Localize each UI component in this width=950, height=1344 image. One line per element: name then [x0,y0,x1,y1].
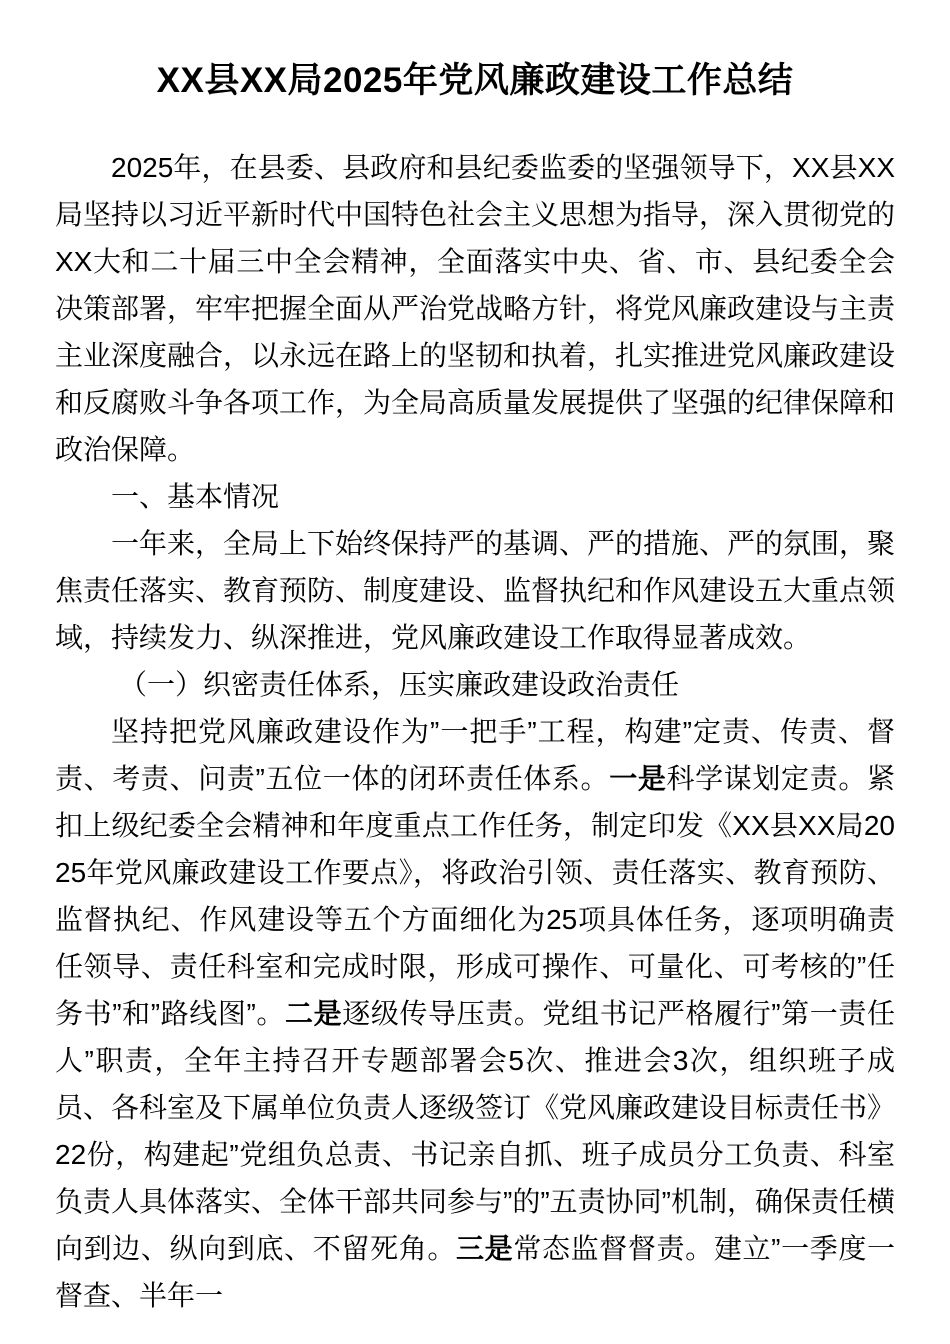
page-title: XX县XX局2025年党风廉政建设工作总结 [156,61,794,100]
emphasis-run: 一是 [609,762,667,794]
text-run: 坚持把党风廉政建设作为”一把手”工程，构建”定责、传责、督责、考责、问责”五位一体的闭环责任体系。 [55,715,895,794]
text-run: 常态监督督责。建立”一季度一督查、半年一 [55,1232,895,1311]
paragraph-subsection-1-body [55,708,895,1319]
paragraph-intro: 2025年，在县委、县政府和县纪委监委的坚强领导下，XX县XX局坚持以习近平新时代中国特色社会主义思想为指导，深入贯彻党的XX大和二十届三中全会精神，全面落实中央、省、市、县纪委全会决策部署，牢牢把握全面从严治党战略方针，将党风廉政建设与主责主业深度融合，以永远在路上的坚韧和执着，扎实推进党风廉政建设和反腐败斗争各项工作，为全局高质量发展提供了坚强的纪律保障和政治保障。 [55,151,896,465]
emphasis-run: 三是 [456,1232,514,1264]
emphasis-run: 二是 [285,997,343,1029]
section-heading-1: 一、基本情况 [111,480,280,512]
subsection-heading-1: （一）织密责任体系，压实廉政建设政治责任 [119,668,680,700]
document-body [55,144,895,1319]
text-run: 逐级传导压责。党组书记严格履行”第一责任人”职责，全年主持召开专题部署会5次、推进会3次，组织班子成员、各科室及下属单位负责人逐级签订《党风廉政建设目标责任书》22份，构建起”党组负总责、书记亲自抓、班子成员分工负责、科室负责人具体落实、全体干部共同参与”的”五责协同”机制，确保责任横向到边、纵向到底、不留死角。 [55,997,896,1264]
text-run: 科学谋划定责。紧扣上级纪委全会精神和年度重点工作任务，制定印发《XX县XX局2025年党风廉政建设工作要点》，将政治引领、责任落实、教育预防、监督执纪、作风建设等五个方面细化为25项具体任务，逐项明确责任领导、责任科室和完成时限，形成可操作、可量化、可考核的”任务书”和”路线图”。 [55,762,895,1029]
paragraph-section-1-body: 一年来，全局上下始终保持严的基调、严的措施、严的氛围，聚焦责任落实、教育预防、制度建设、监督执纪和作风建设五大重点领域，持续发力、纵深推进，党风廉政建设工作取得显著成效。 [55,527,896,653]
